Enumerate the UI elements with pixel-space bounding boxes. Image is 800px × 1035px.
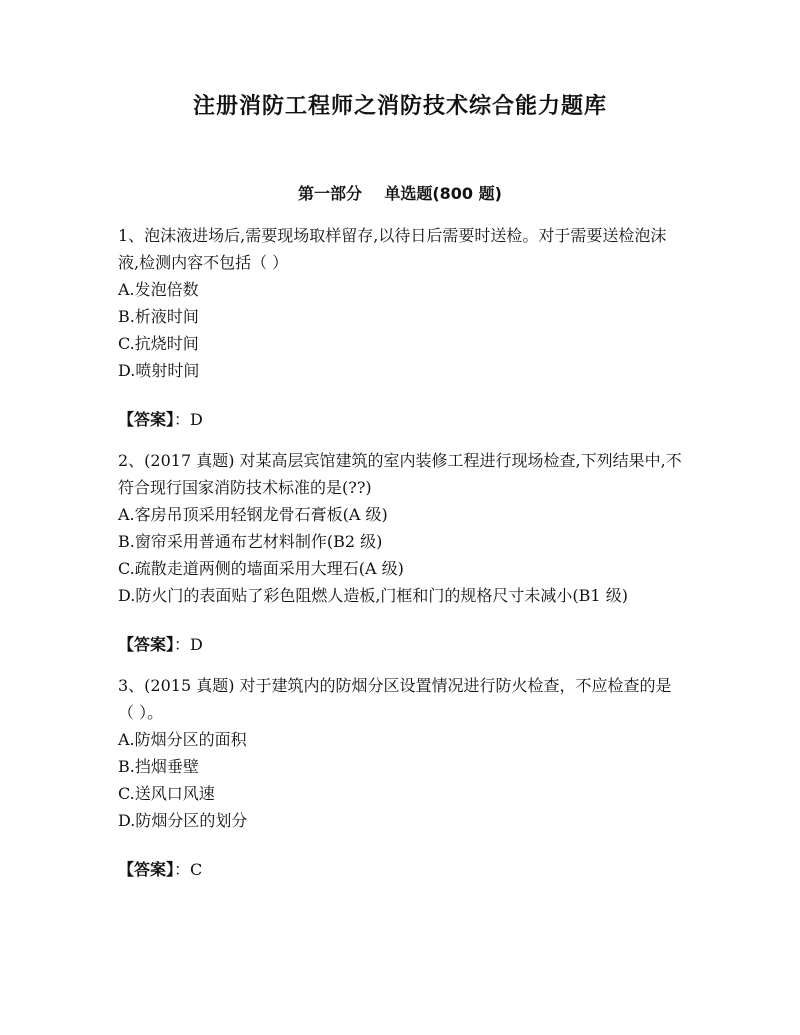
answer-value: ：C: [174, 860, 203, 879]
question-stem: 2、(2017 真题) 对某高层宾馆建筑的室内装修工程进行现场检查,下列结果中,不符合现行国家消防技术标准的是(??): [118, 451, 682, 497]
option-b: B.窗帘采用普通布艺材料制作(B2 级): [118, 532, 383, 551]
question-list: [118, 222, 683, 897]
section-title: 第一部分 单选题(800 题): [298, 184, 502, 203]
question-stem: 3、(2015 真题) 对于建筑内的防烟分区设置情况进行防火检查，不应检查的是（ ）。: [118, 676, 672, 722]
answer-value: ：D: [174, 410, 203, 429]
answer-3: [118, 856, 683, 883]
option-c: C.抗烧时间: [118, 334, 199, 353]
option-d: D.防火门的表面贴了彩色阻燃人造板,门框和门的规格尺寸未减小(B1 级): [118, 586, 628, 605]
option-a: A.防烟分区的面积: [118, 730, 247, 749]
option-c: C.送风口风速: [118, 784, 215, 803]
option-d: D.防烟分区的划分: [118, 811, 248, 830]
answer-2: [118, 631, 683, 658]
option-a: A.客房吊顶采用轻钢龙骨石膏板(A 级): [118, 505, 388, 524]
answer-1: [118, 406, 683, 433]
option-b: B.挡烟垂壁: [118, 757, 199, 776]
answer-value: ：D: [174, 635, 203, 654]
question-1: [118, 222, 683, 384]
question-stem: 1、泡沫液进场后,需要现场取样留存,以待日后需要时送检。对于需要送检泡沫液,检测内容不包括（ ）: [118, 226, 667, 272]
answer-label: 【答案】: [118, 410, 175, 429]
question-3: [118, 672, 683, 834]
option-d: D.喷射时间: [118, 361, 200, 380]
document-title: 注册消防工程师之消防技术综合能力题库: [192, 94, 607, 119]
option-a: A.发泡倍数: [118, 280, 199, 299]
answer-label: 【答案】: [118, 860, 175, 879]
option-b: B.析液时间: [118, 307, 199, 326]
question-2: [118, 447, 683, 609]
answer-label: 【答案】: [118, 635, 175, 654]
option-c: C.疏散走道两侧的墙面采用大理石(A 级): [118, 559, 404, 578]
